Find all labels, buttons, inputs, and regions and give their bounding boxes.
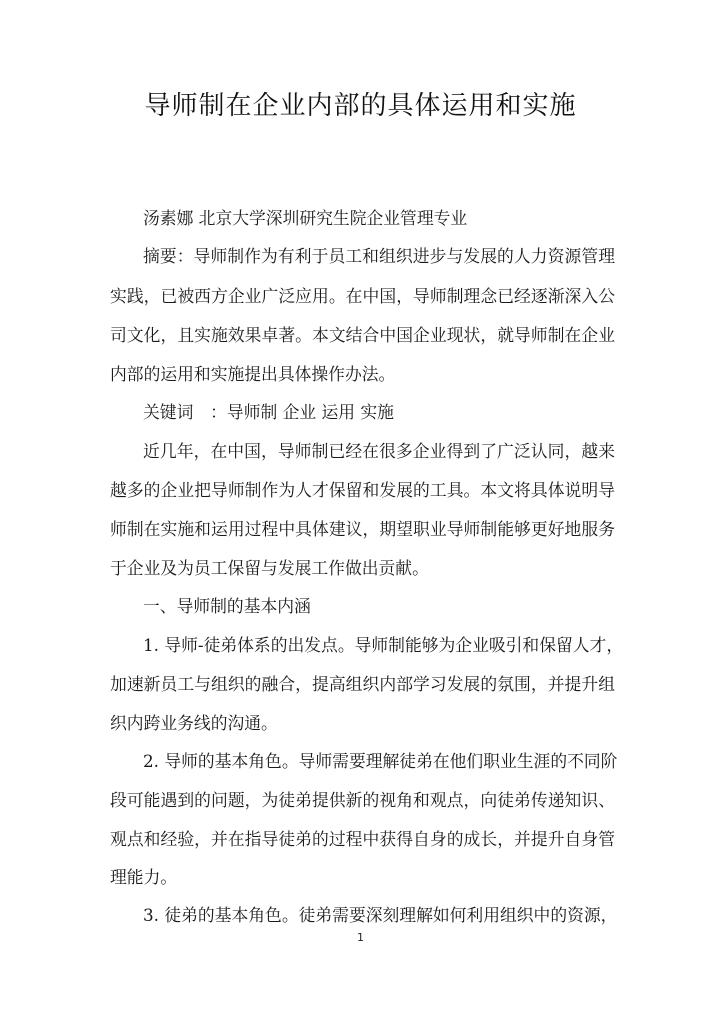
intro-line-3: 师制在实施和运用过程中具体建议，期望职业导师制能够更好地服务: [110, 519, 615, 539]
keywords-line: 关键词 ：导师制 企业 运用 实施: [143, 402, 394, 422]
abstract-line-4: 内部的运用和实施提出具体操作办法。: [110, 364, 396, 384]
author-line: 汤素娜 北京大学深圳研究生院企业管理专业: [143, 208, 468, 228]
point-1-line-2: 加速新员工与组织的融合，提高组织内部学习发展的氛围，并提升组: [110, 674, 615, 694]
point-3-line-1: 3. 徒弟的基本角色。徒弟需要深刻理解如何利用组织中的资源，: [143, 905, 618, 925]
intro-line-1: 近几年，在中国，导师制已经在很多企业得到了广泛认同，越来: [143, 441, 615, 461]
abstract-line-3: 司文化，且实施效果卓著。本文结合中国企业现状，就导师制在企业: [110, 325, 615, 345]
abstract-line-2: 实践，已被西方企业广泛应用。在中国，导师制理念已经逐渐深入公: [110, 286, 615, 306]
intro-line-4: 于企业及为员工保留与发展工作做出贡献。: [110, 558, 429, 578]
point-1-line-1: 1. 导师-徒弟体系的出发点。导师制能够为企业吸引和保留人才，: [143, 635, 624, 655]
point-2-line-1: 2. 导师的基本角色。导师需要理解徒弟在他们职业生涯的不同阶: [143, 751, 618, 771]
point-2-line-2: 段可能遇到的问题，为徒弟提供新的视角和观点，向徒弟传递知识、: [110, 790, 615, 810]
page-number: 1: [357, 931, 364, 944]
intro-line-2: 越多的企业把导师制作为人才保留和发展的工具。本文将具体说明导: [110, 480, 615, 500]
point-1-line-3: 织内跨业务线的沟通。: [110, 713, 278, 733]
abstract-line-1: 摘要：导师制作为有利于员工和组织进步与发展的人力资源管理: [143, 246, 615, 266]
document-title: 导师制在企业内部的具体运用和实施: [144, 91, 577, 121]
section-1-heading: 一、导师制的基本内涵: [143, 596, 311, 616]
point-2-line-4: 理能力。: [110, 867, 178, 887]
point-2-line-3: 观点和经验，并在指导徒弟的过程中获得自身的成长，并提升自身管: [110, 829, 615, 849]
